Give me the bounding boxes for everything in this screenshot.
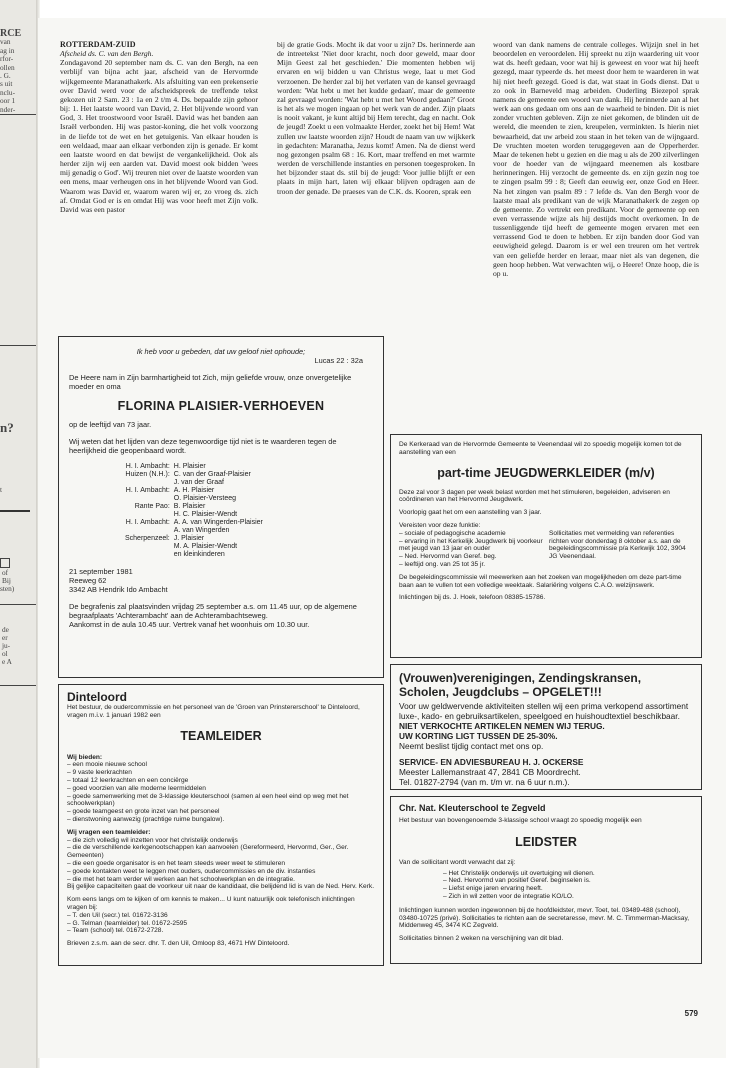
family-place: Huizen (N.H.): — [125, 471, 170, 478]
requirement-item: – ervaring in het Kerkelijk Jeugdwerk bij voorkeur met jeugd van 13 jaar en ouder — [399, 537, 543, 553]
offer-item: – dienstwoning aanwezig (prachtige ruime bungalow). — [67, 815, 225, 823]
obituary-funeral: De begrafenis zal plaatsvinden vrijdag 25 september a.s. om 11.45 uur, op de algemene begraafplaats 'Achterambacht' aan de Achterambachtseweg. — [69, 602, 357, 620]
zegveld-title: Chr. Nat. Kleuterschool te Zegveld — [399, 803, 546, 813]
fragment-line: e A — [2, 657, 12, 667]
family-name: A. A. van Wingerden-Plaisier — [173, 519, 263, 526]
obituary-age: op de leeftijd van 73 jaar. — [69, 420, 152, 429]
zegveld-intro: Het bestuur van bovengenoemde 3-klassige school vraagt zo spoedig mogelijk een — [399, 817, 642, 824]
veenendaal-position: part-time JEUGDWERKLEIDER (m/v) — [437, 465, 655, 480]
ockerse-address: Meester Lallemanstraat 47, 2841 CB Moordrecht. — [399, 767, 581, 777]
previous-page-fragment — [0, 28, 36, 667]
family-row — [125, 535, 263, 543]
ockerse-title: (Vrouwen)verenigingen, Zendingskransen, Scholen, Jeugdclubs – OPGELET!!! — [399, 671, 642, 699]
family-row — [125, 503, 263, 511]
fragment-line: de — [2, 625, 9, 635]
family-place — [125, 543, 174, 551]
fragment-checkbox — [0, 558, 10, 568]
family-place — [125, 527, 174, 535]
fragment-line: ag in — [0, 45, 15, 55]
article-column-2 — [277, 40, 475, 196]
family-name: H. C. Plaisier-Wendt — [173, 511, 238, 518]
page-number: 579 — [684, 1009, 698, 1018]
fragment-line: sten) — [0, 584, 15, 594]
ask-item: – goede kontakten weet te leggen met ouders, oudercommissies en de div. instanties — [67, 867, 316, 875]
zegveld-deadline: Sollicitaties binnen 2 weken na verschijning van dit blad. — [399, 935, 564, 943]
obituary-motto: Ik heb voor u gebeden, dat uw geloof niet ophoude; — [136, 347, 306, 356]
zegveld-info: Inlichtingen kunnen worden ingewonnen bij de hoofdleidster, mevr. Toet, tel. 03489-488 (school), 03480-10725 (privé). Sollicitaties te richten aan de secretaresse, mevr. M. C. Timmerman-Macksay, Middenweg 45, 3474 KC Zegveld. — [399, 906, 690, 930]
family-name: O. Plaisier-Versteeg — [173, 495, 237, 502]
ockerse-firm: SERVICE- EN ADVIESBUREAU H. J. OCKERSE — [399, 757, 584, 767]
family-row — [125, 495, 263, 503]
ask-item: – die met het team verder wil werken aan het schoolwerkplan en de integratie. — [67, 875, 295, 883]
family-row — [125, 519, 263, 527]
veenendaal-intro: De Kerkeraad van de Hervormde Gemeente te Veenendaal wil zo spoedig mogelijk komen tot de aanstelling van een — [399, 441, 682, 456]
family-name: A. van Wingerden — [173, 527, 230, 534]
fragment-line: t — [0, 485, 3, 495]
dinteloord-ad — [58, 684, 384, 966]
family-name: A. H. Plaisier — [173, 487, 215, 494]
obituary-box — [58, 336, 384, 678]
contact-item: – G. Telman (teamleider) tel. 01672-2595 — [67, 919, 188, 927]
ockerse-body: Voor uw geldwervende aktiviteiten stellen wij een prima verkopend assortiment luxe-, kado- en gebruiksartikelen, speelgoed en huishoudtextiel beschikbaar. — [399, 701, 689, 721]
fragment-line: van — [0, 37, 11, 47]
offers-list — [67, 761, 375, 823]
requirements-title: Vereisten voor deze funktie: — [399, 521, 481, 529]
article-column-1 — [60, 40, 258, 214]
family-place — [125, 495, 174, 503]
fragment-rule — [0, 510, 30, 512]
obituary-arrival: Aankomst in de aula 10.45 uur. Vertrek vanaf het woonhuis om 10.30 uur. — [69, 620, 310, 629]
requirement-item: – leeftijd ong. van 25 tot 35 jr. — [399, 560, 486, 568]
veenendaal-ad — [390, 434, 702, 658]
fragment-line: ju- — [2, 641, 11, 651]
family-row — [125, 463, 263, 471]
zegveld-position: LEIDSTER — [515, 834, 577, 849]
dinteloord-intro: Het bestuur, de oudercommissie en het personeel van de 'Groen van Prinstererschool' te Dinteloord, vragen m.i.v. 1 januari 1982 een — [67, 704, 360, 719]
asks-title: Wij vragen een teamleider: — [67, 828, 151, 836]
family-place — [125, 511, 174, 519]
family-place: H. I. Ambacht: — [125, 463, 170, 470]
article-column-3 — [493, 40, 699, 278]
fragment-line: Bij — [2, 576, 11, 586]
family-name: B. Plaisier — [173, 503, 206, 510]
ockerse-phone: Tel. 01827-2794 (van m. t/m vr. na 6 uur n.m.). — [399, 777, 570, 787]
veenendaal-p2: Voorlopig gaat het om een aanstelling van 3 jaar. — [399, 509, 542, 517]
ockerse-contact: Neemt beslist tijdig contact met ons op. — [399, 741, 544, 751]
requirement-item: – sociale of pedagogische academie — [399, 529, 506, 537]
obituary-intro: De Heere nam in Zijn barmhartigheid tot Zich, mijn geliefde vrouw, onze onvergetelijke moeder en oma — [69, 373, 352, 391]
ask-item: – die een goede organisator is en het team steeds weer weet te stimuleren — [67, 859, 286, 867]
requirement-item: – Ned. Hervormd van Geref. beg. — [399, 553, 497, 561]
family-place: Rante Pao: — [134, 503, 170, 510]
zegveld-expect: Van de sollicitant wordt verwacht dat zij: — [399, 858, 516, 866]
family-name: H. Plaisier — [173, 463, 206, 470]
contact-intro: Kom eens langs om te kijken of om kennis te maken... U kunt natuurlijk ook telefonisch inlichtingen vragen bij: — [67, 896, 355, 911]
article-text-1: Zondagavond 20 september nam ds. C. van den Bergh, na een verblijf van bijna acht jaar, afscheid van de Hervormde wijkgemeente Maranathakerk. Als afsluiting van een prekenserie over David werd voor de afscheidspreek de treffende tekst gekozen uit 2 Sam. 23 : 1a en 2 t/m 4. Ds. bepaalde zijn gehoor bij: 1. Het laatste woord van David, 2. Het blijvende woord van God, 3. Het troostwoord voor Israël. David was het banden aan Israël verbonden. Hij was pastor-koning, die het volk voorzong in de liefde tot de wet en het getuigenis. Van elkaar houden is een weldaad, maar aan elkaar verbonden zijn is genade. Er komt een laatste woord en dat bewijst de vergankelijkheid. Ook als herder zijn wij een aarden vat. David moest ook bidden 'wees mij genadig o God'. Wij treuren niet over de laatste woorden van een mens, maar verheugen ons in het blijvende Woord van God. Waarom was David er, waarom waren wij er, zo vroeg ds. zich af. Omdat God er is en omdat Hij was voor heeft met Zijn volk. David was een pastor — [60, 58, 258, 214]
zegveld-item: – Zich in wil zetten voor de integratie KO/LO. — [443, 892, 574, 900]
asks-list — [67, 837, 375, 892]
ask-item: – die de verschillende kerkgenootschappen kan aanvoelen (Gereformeerd, Hervormd, Ger., Ger. Gemeenten) — [67, 844, 349, 860]
family-row — [125, 487, 263, 495]
zegveld-item: – Ned. Hervormd van positief Geref. beginselen is. — [443, 877, 591, 885]
family-place: Scherpenzeel: — [125, 535, 170, 542]
dinteloord-letters: Brieven z.s.m. aan de secr. dhr. T. den Uil, Omloop 83, 4671 HW Dinteloord. — [67, 940, 290, 948]
article-text-3: woord van dank namens de centrale colleges. Wijzijn snel in het beoordelen en veroordelen. Hij spreekt nu zijn waardering uit voor wat ds. heeft gedaan, voor wat hij is geweest en voor wat hij heeft gezegd, maar typeerde ds. het meest door hem te waarderen in wat hij niet heeft gezegd. Goed is dat, wat staat in Gods dienst. Dat u zo ook in Barneveld mag arbeiden. Ouderling Biezepol sprak namens de gemeente een woord van dank. Hij herinnerde aan al het werk aan ons gedaan om ons aan de waarheid te binden. Dit is niet zonder vruchten gebleven. Zijn ze niet gekomen, de blinden uit de wereld, die meenden te zien, kreupelen, verminkten. Is hierin niet bewaarheid, dat uw arbeid zou staan in het teken van de wijngaard. De vruchten moeten worden teruggegeven aan de Opperherder. Maar de tekenen hebt u gezien en die mag u als de 200 zilverlingen voor de hoeder van de wijngaard meenemen als kostbare herinneringen. Hij verzocht de gemeente ds. en zijn gezin nog toe te zingen psalm 99 : 8; Geeft dan eeuwig eer, onze God en Heer. Na het zingen van psalm 89 : 7 lefde ds. Van den Bergh voor de laatste maal als predikant van de wijk Maranathakerk de zegen op de gemeente. Zo vertrekt een predikant. Voor de gemeente op een even verrassende wijze als hij destijds mocht overkomen. In de tussenliggende tijd heeft de gemeente mogen ervaren met een verrassend God te doen te hebben. Er zijn banden door God van eeuwigheid gelegd. Daarom is er wel een treuren om het vertrek van een geliefde herder en leraar, maar niet als van degenen, die geen hoop hebben. Wat verwachten wij, o Heere! Onze hoop, die is op u. — [493, 40, 699, 278]
fragment-mid: n? — [0, 420, 14, 436]
offer-item: – goede teamgeest en grote inzet van het personeel — [67, 808, 220, 816]
fragment-line: . G. — [0, 71, 11, 81]
veenendaal-p3: De begeleidingscommissie wil meewerken aan het zoeken van mogelijkheden om deze part-time baan aan te vullen tot een volledige weektaak. Salariëring volgens C.A.O. welzijnswerk. — [399, 573, 682, 589]
dinteloord-title: Dinteloord — [67, 690, 127, 704]
veenendaal-info: Inlichtingen bij ds. J. Hoek, telefoon 08385-15786. — [399, 594, 546, 602]
obituary-postal: 3342 AB Hendrik Ido Ambacht — [69, 585, 168, 594]
family-row — [125, 471, 263, 479]
offers-title: Wij bieden: — [67, 753, 103, 761]
article-heading: ROTTERDAM-ZUID — [60, 40, 136, 49]
zegveld-item: – Het Christelijk onderwijs uit overtuiging wil dienen. — [443, 869, 595, 877]
family-row — [125, 551, 263, 559]
family-place — [125, 479, 174, 487]
fragment-line: ol — [2, 649, 8, 659]
offer-item: – een mooie nieuwe school — [67, 761, 147, 769]
veenendaal-p1: Deze zal voor 3 dagen per week belast worden met het stimuleren, begeleiden, adviseren en coördineren van het Hervormd Jeugdwerk. — [399, 488, 670, 504]
fragment-box — [0, 114, 37, 346]
fragment-line: nder- — [0, 104, 16, 114]
ockerse-bold-2: UW KORTING LIGT TUSSEN DE 25-30%. — [399, 731, 558, 741]
fragment-line: er — [2, 633, 8, 643]
fragment-line: rfor- — [0, 54, 14, 64]
fragment-line: ollen — [0, 62, 15, 72]
veenendaal-apply: Sollicitaties met vermelding van referenties richten voor donderdag 8 oktober a.s. aan de begeleidingscommissie p/a Kerkwijk 102, 3904 JG Veenendaal. — [549, 529, 686, 561]
fragment-heading: RCE — [0, 28, 22, 39]
offer-item: – goede samenwerking met de 3-klassige kleuterschool (samen al een heel eind op weg met het schoolwerkplan) — [67, 792, 349, 808]
obituary-motto-ref: Lucas 22 : 32a — [314, 356, 363, 365]
obituary-name: FLORINA PLAISIER-VERHOEVEN — [117, 399, 325, 413]
contact-item: – T. den Uil (secr.) tel. 01672-3136 — [67, 911, 168, 919]
family-row — [125, 543, 263, 551]
family-name: J. van der Graaf — [173, 479, 224, 486]
family-name: J. Plaisier — [173, 535, 205, 542]
fragment-line: s uit — [0, 79, 13, 89]
family-name: en kleinkinderen — [173, 551, 225, 558]
family-row — [125, 511, 263, 519]
fragment-line: nclu- — [0, 87, 15, 97]
ockerse-ad — [390, 664, 702, 790]
dinteloord-position: TEAMLEIDER — [180, 728, 262, 743]
obituary-date: 21 september 1981 — [69, 567, 133, 576]
newspaper-page — [38, 18, 726, 1058]
fragment-line: of — [2, 568, 9, 578]
family-name: M. A. Plaisier-Wendt — [173, 543, 238, 550]
family-place: H. I. Ambacht: — [125, 487, 170, 494]
zegveld-ad — [390, 796, 702, 964]
requirements-list — [399, 530, 543, 569]
offer-item: – goed voorzien van alle moderne leermiddelen — [67, 784, 206, 792]
obituary-street: Reeweg 62 — [69, 576, 107, 585]
ask-item: Bij gelijke capaciteiten gaat de voorkeur uit naar de kandidaat, die belijdend lid is van de Ned. Herv. Kerk. — [67, 883, 375, 891]
ockerse-bold-1: NIET VERKOCHTE ARTIKELEN NEMEN WIJ TERUG. — [399, 721, 605, 731]
zegveld-item: – Liefst enige jaren ervaring heeft. — [443, 885, 543, 893]
family-place: H. I. Ambacht: — [125, 519, 170, 526]
family-name: C. van der Graaf-Plaisier — [173, 471, 251, 478]
offer-item: – 9 vaste leerkrachten — [67, 769, 132, 777]
article-subheading: Afscheid ds. C. van den Bergh. — [60, 49, 154, 59]
family-place — [125, 551, 174, 559]
ask-item: – die zich volledig wil inzetten voor het christelijk onderwijs — [67, 836, 238, 844]
contacts-list — [67, 912, 375, 935]
offer-item: – totaal 12 leerkrachten en een conciërge — [67, 776, 189, 784]
fragment-line: oor 1 — [0, 96, 16, 106]
family-table — [125, 463, 263, 559]
contact-item: – Team (school) tel. 01672-2728. — [67, 927, 164, 935]
family-row — [125, 527, 263, 535]
family-row — [125, 479, 263, 487]
zegveld-list — [443, 870, 693, 901]
obituary-faith: Wij weten dat het lijden van deze tegenwoordige tijd niet is te waarderen tegen de heerlijkheid die geopenbaard wordt. — [69, 437, 337, 455]
article-text-2: bij de gratie Gods. Mocht ik dat voor u zijn? Ds. herinnerde aan de intreetekst 'Niet door kracht, noch door geweld, maar door Mijn Geest zal het geschieden.' Die momenten hebben wij ervaren en wij bidden u van Christus wege, laat u met God verzoenen. De herder zal bij het verlaten van de kansel gevraagd worden: 'Wat hebt u met het kudde gedaan', maar de gemeente zal gevraagd worden: 'Wat hebt u met het Woord gedaan?' Groot is het als we mogen ingaan op het werk van de ander. Zijn plaats is nooit vakant, je kunt altijd bij Hem terecht, dag en nacht. Ook de jeugd! Zoekt u een volmaakte Herder, zoekt het bij Hem! Wat zullen uw laatste woorden zijn? Houdt de naam van uw wijkkerk in gedachten: Maranatha, Jezus komt! Amen. Na de dienst werd nog gezongen psalm 68 : 16. Kort, maar treffend en met warmte werden de verschillende instanties en personen toegesproken. In het bijzonder staat ds. stil bij de jeugd: Voor jullie blijft er een plaats in mijn hart, laten wij elkaar blijven opdragen aan de troon der genade. De praeses van de C.K. ds. Kooren, sprak een — [277, 40, 475, 196]
